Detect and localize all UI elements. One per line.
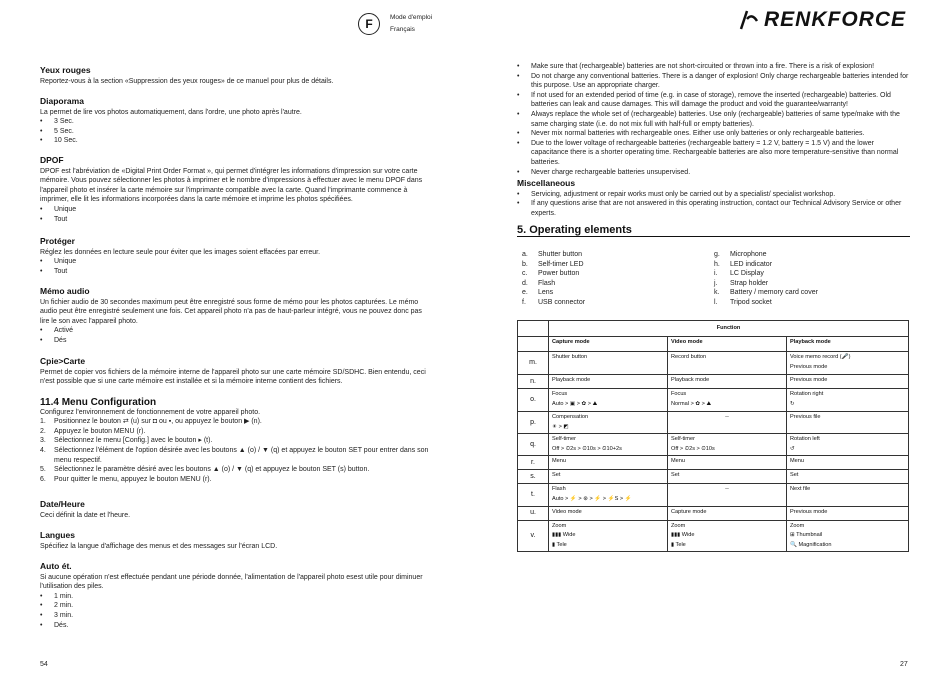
- row-key: r.: [518, 456, 549, 470]
- element-item: a. Shutter button: [522, 251, 582, 258]
- table-cell: Flash Auto > ⚡ > ⊛ > ⚡ > ⚡S > ⚡: [549, 484, 668, 506]
- table-cell: Menu: [549, 456, 668, 470]
- table-cell: Set: [549, 470, 668, 484]
- list-item: • Tout: [40, 215, 432, 225]
- table-cell: Video mode: [549, 506, 668, 520]
- table-row: [518, 352, 909, 375]
- step-item: 2. Appuyez le bouton MENU (r).: [40, 427, 146, 435]
- warning-item: • Never charge rechargeable batteries unsupervised.: [517, 168, 910, 178]
- section-menu-configuration: [40, 398, 432, 484]
- table-row: [518, 389, 909, 412]
- section-title: Auto ét.: [40, 561, 72, 571]
- element-item: h. LED indicator: [714, 260, 773, 268]
- section-title: Cpie>Carte: [40, 356, 86, 366]
- section-text: Configurez l'environnement de fonctionnement de votre appareil photo.: [40, 408, 261, 416]
- step-item: 5. Sélectionnez le paramètre désiré avec les boutons ▲ (o) / ▼ (q) et appuyez le bouton SET (s) button.: [40, 466, 370, 474]
- list-item: • Activé: [40, 326, 432, 336]
- element-item: d. Flash: [522, 279, 556, 287]
- row-key: u.: [518, 506, 549, 520]
- row-key: q.: [518, 434, 549, 456]
- misc-item: • If any questions arise that are not answered in this operating instruction, contact our Technical Advisory Service or other experts.: [517, 199, 910, 218]
- section-text: Ceci définit la date et l'heure.: [40, 511, 131, 519]
- section-title: DPOF: [40, 155, 64, 165]
- brand-logo: [738, 8, 906, 32]
- list-item: • Unique: [40, 205, 432, 215]
- list-item: • 2 min.: [40, 601, 432, 611]
- element-item: k. Battery / memory card cover: [714, 289, 818, 297]
- table-cell: Next file: [787, 484, 909, 506]
- list-item: • Unique: [40, 257, 432, 267]
- section-yeux-rouges: [40, 66, 432, 86]
- list-item: • Dés: [40, 336, 432, 346]
- list-item: • Tout: [40, 267, 432, 277]
- warning-item: • Do not charge any conventional batteries. There is a danger of explosion! Only charge rechargeable batteries intended for this purpose. Use an appropriate charger.: [517, 72, 910, 91]
- table-cell: Voice memo record (🎤) Previous mode: [787, 352, 909, 375]
- table-cell: Menu: [787, 456, 909, 470]
- table-cell: Playback mode: [549, 375, 668, 389]
- element-item: f. USB connector: [522, 298, 586, 306]
- table-cell: --: [668, 484, 787, 506]
- element-item: b. Self-timer LED: [522, 260, 584, 268]
- warning-item: • Due to the lower voltage of rechargeable batteries (rechargeable battery = 1.2 V, battery = 1.5 V) and the lower capacitance there is a shorter operating time. Rechargeable batteries are also more temperature-sensitive than normal batteries.: [517, 139, 910, 168]
- section-text: DPOF est l'abréviation de «Digital Print Order Format », qui permet d'intégrer les informations d'impression sur votre carte mémoire. Vous pouvez sélectionner les photos à imprimer et le nombre d'impressions à effectuer avec le menu DPOF dans l'appareil photo et insérer la carte mémoire sur l'imprimante compatible avec la carte. Quand l'imprimante commence à imprimer, elle lit les informations incorporées dans la carte mémoire et imprime les photos spécifiées.: [40, 167, 423, 204]
- element-item: l. Tripod socket: [714, 298, 772, 306]
- list-item: • Dés.: [40, 621, 432, 631]
- table-cell: Shutter button: [549, 352, 668, 375]
- header-mode: Mode d'emploi: [390, 14, 433, 21]
- warning-item: • If not used for an extended period of time (e.g. in case of storage), remove the inserted (rechargeable) batteries. Old batteries can leak and cause damages. This will damage the product and void the guarantee/warranty!: [517, 91, 910, 110]
- page-number-right: 27: [900, 661, 908, 668]
- list-item: • 1 min.: [40, 592, 432, 602]
- step-item: 1. Positionnez le bouton ⇄ (u) sur ◘ ou ▪, ou appuyez le bouton ▶ (n).: [40, 418, 262, 426]
- row-key: p.: [518, 412, 549, 434]
- table-row: [518, 506, 909, 520]
- warning-item: • Never mix normal batteries with rechargeable ones. Either use only batteries or only rechargeable batteries.: [517, 129, 910, 139]
- table-cell: Rotation left ↺: [787, 434, 909, 456]
- element-item: i. LC Display: [714, 270, 764, 278]
- section-title: Protéger: [40, 236, 75, 246]
- section-dpof: [40, 156, 432, 224]
- warning-item: • Make sure that (rechargeable) batteries are not short-circuited or thrown into a fire. There is a risk of explosion!: [517, 62, 910, 72]
- section-text: Si aucune opération n'est effectuée pendant une période donnée, l'alimentation de l'appareil photo esest utile pour diminuer l'utilisation des piles.: [40, 573, 423, 591]
- table-cell: Set: [787, 470, 909, 484]
- row-key: v.: [518, 520, 549, 552]
- list-item: • 5 Sec.: [40, 127, 432, 137]
- section-diaporama: [40, 97, 432, 146]
- warning-item: • Always replace the whole set of (rechargeable) batteries. Use only (rechargeable) batteries of same type/make with the same charging state (i.e. do not mix full with half-full or empty batteries).: [517, 110, 910, 129]
- table-function-header: Function: [549, 321, 909, 337]
- battery-warnings: [517, 62, 910, 219]
- section-text: Un fichier audio de 30 secondes maximum peut être enregistré sous forme de mémo pour les photos capturées. Le mémo audio peut être enregistré seulement une fois. Cet appareil photo n'a pas de haut-parleur intégré, vous ne pouvez donc pas lire le son avec l'appareil photo.: [40, 298, 422, 325]
- table-cell: Zoom ▮▮▮ Wide ▮ Tele: [668, 520, 787, 552]
- misc-item: • Servicing, adjustment or repair works must only be carried out by a specialist/ specialist workshop.: [517, 190, 910, 200]
- element-item: j. Strap holder: [714, 279, 769, 287]
- table-cell: Self-timer Off > ⏲2s > ⏲10s > ⏲10+2s: [549, 434, 668, 456]
- section-title: Date/Heure: [40, 499, 85, 509]
- column-header: Capture mode: [549, 337, 668, 352]
- section-title: Langues: [40, 530, 75, 540]
- misc-title: Miscellaneous: [517, 178, 576, 189]
- table-cell: Previous mode: [787, 506, 909, 520]
- table-cell: --: [668, 412, 787, 434]
- row-key: s.: [518, 470, 549, 484]
- table-cell: Previous mode: [787, 375, 909, 389]
- header-language: Français: [390, 26, 415, 33]
- table-cell: Rotation right ↻: [787, 389, 909, 412]
- section-title: Yeux rouges: [40, 65, 91, 75]
- element-item: c. Power button: [522, 270, 580, 278]
- section-text: La permet de lire vos photos automatiquement, dans l'ordre, une photo après l'autre.: [40, 108, 302, 116]
- section-langues: [40, 531, 432, 551]
- table-corner: [518, 321, 549, 337]
- table-cell: Previous file: [787, 412, 909, 434]
- section-heading: 11.4 Menu Configuration: [40, 397, 157, 408]
- table-row: [518, 375, 909, 389]
- table-cell: Focus Normal > ✿ > ⛰: [668, 389, 787, 412]
- table-row: [518, 412, 909, 434]
- logo-mark-icon: [738, 9, 760, 31]
- logo-text: RENKFORCE: [763, 8, 906, 31]
- section-proteger: [40, 237, 432, 276]
- list-item: • 3 Sec.: [40, 117, 432, 127]
- table-cell: Compensation ☀ > ◩: [549, 412, 668, 434]
- step-item: 6. Pour quitter le menu, appuyez le bouton MENU (r).: [40, 475, 212, 483]
- table-row: [518, 456, 909, 470]
- table-cell: Capture mode: [668, 506, 787, 520]
- table-cell: Menu: [668, 456, 787, 470]
- table-cell: Self-timer Off > ⏲2s > ⏲10s: [668, 434, 787, 456]
- operating-elements-title: 5. Operating elements: [517, 226, 910, 237]
- table-cell: Record button: [668, 352, 787, 375]
- element-item: g. Microphone: [714, 251, 767, 258]
- list-item: • 10 Sec.: [40, 136, 432, 146]
- table-row: [518, 520, 909, 552]
- section-text: Reportez-vous à la section «Suppression des yeux rouges» de ce manuel pour plus de détails.: [40, 77, 334, 85]
- step-item: 3. Sélectionnez le menu [Config.] avec le bouton ▸ (t).: [40, 437, 213, 445]
- function-table: [517, 320, 909, 552]
- table-cell: Set: [668, 470, 787, 484]
- section-auto-et: [40, 562, 432, 630]
- table-cell: Zoom ▮▮▮ Wide ▮ Tele: [549, 520, 668, 552]
- header-language-block: [390, 12, 432, 36]
- section-cpie-carte: [40, 357, 432, 387]
- page-number-left: 54: [40, 661, 48, 668]
- table-cell: Playback mode: [668, 375, 787, 389]
- row-key: n.: [518, 375, 549, 389]
- column-header: Video mode: [668, 337, 787, 352]
- elements-list-right: [714, 250, 910, 308]
- table-cell: Zoom ⊞ Thumbnail 🔍 Magnification: [787, 520, 909, 552]
- section-text: Spécifiez la langue d'affichage des menus et des messages sur l'écran LCD.: [40, 542, 278, 550]
- row-key: m.: [518, 352, 549, 375]
- elements-list-left: [522, 250, 712, 308]
- section-date-heure: [40, 500, 432, 520]
- table-row: [518, 470, 909, 484]
- element-item: e. Lens: [522, 289, 554, 297]
- column-header: Playback mode: [787, 337, 909, 352]
- section-memo-audio: [40, 287, 432, 346]
- table-row: [518, 434, 909, 456]
- step-item: 4. Sélectionnez l'élément de l'option désirée avec les boutons ▲ (o) / ▼ (q) et appuyez le bouton SET pour entrer dans son menu respectif.: [40, 446, 429, 464]
- list-item: • 3 min.: [40, 611, 432, 621]
- section-title: Diaporama: [40, 96, 84, 106]
- row-key: o.: [518, 389, 549, 412]
- section-text: Réglez les données en lecture seule pour éviter que les images soient effacées par erreur.: [40, 248, 321, 256]
- section-title: Mémo audio: [40, 286, 90, 296]
- table-row: [518, 484, 909, 506]
- table-cell: Focus Auto > ▣ > ✿ > ⛰: [549, 389, 668, 412]
- section-text: Permet de copier vos fichiers de la mémoire interne de l'appareil photo sur une carte mémoire SD/SDHC. Bien entendu, ceci n'est possible que si une carte mémoire est installée et si la mémoire interne contient des fichiers.: [40, 368, 426, 386]
- row-key: t.: [518, 484, 549, 506]
- language-badge: F: [358, 13, 380, 35]
